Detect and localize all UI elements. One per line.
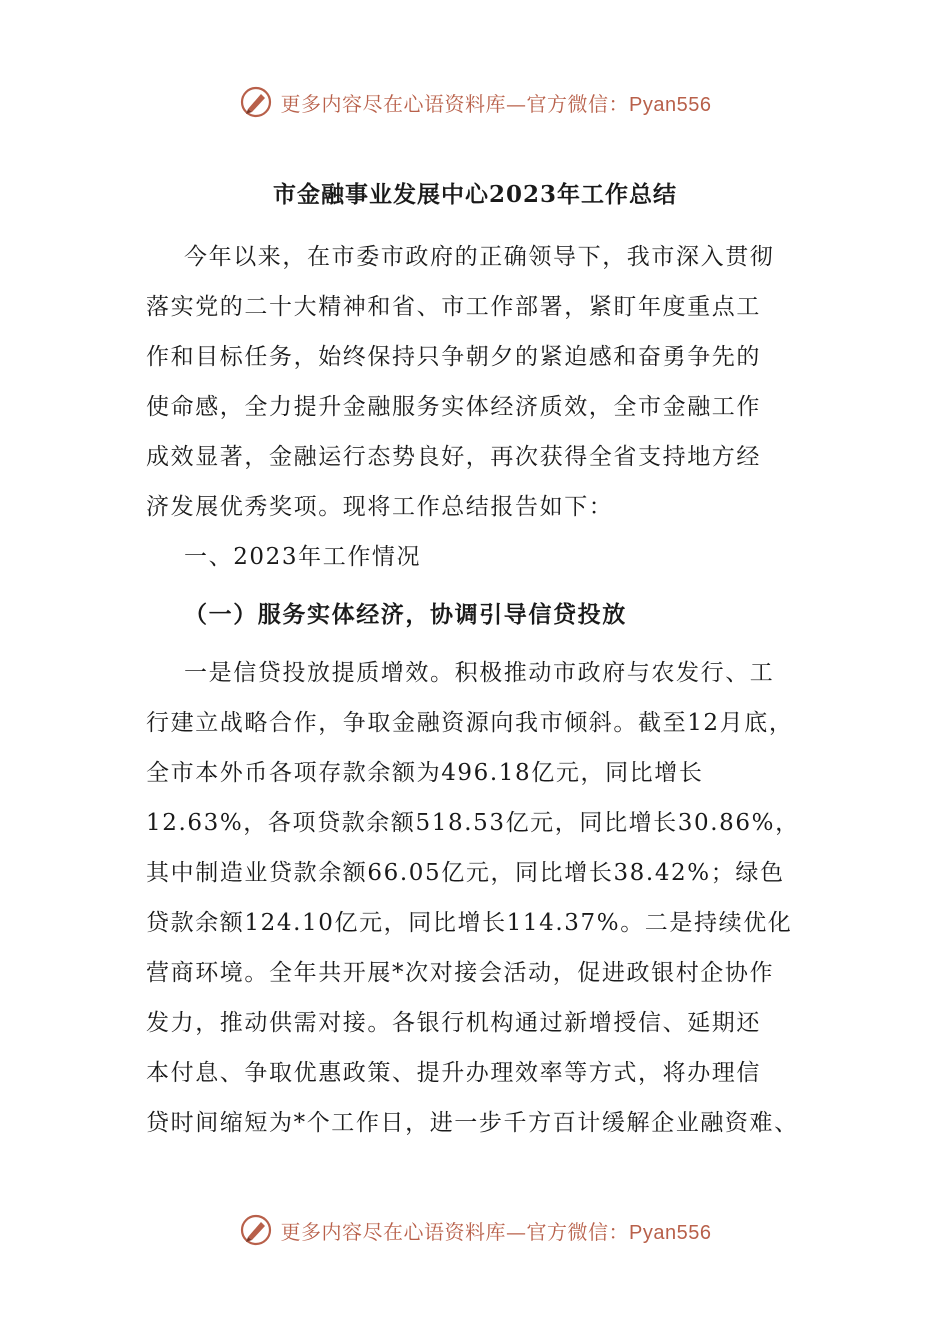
body-line: 使命感，全力提升金融服务实体经济质效，全市金融工作 [146, 394, 761, 420]
pen-logo-icon [239, 1213, 273, 1247]
body-line: 今年以来，在市委市政府的正确领导下，我市深入贯彻 [184, 244, 775, 270]
document-title: 市金融事业发展中心2023年工作总结 [272, 181, 677, 208]
banner-text: 更多内容尽在心语资料库—官方微信：Pyan556 [280, 91, 712, 116]
footer-banner [0, 1208, 950, 1252]
body-line: 成效显著，金融运行态势良好，再次获得全省支持地方经 [146, 444, 761, 470]
body-line: 作和目标任务，始终保持只争朝夕的紧迫感和奋勇争先的 [146, 344, 761, 370]
body-line: 贷时间缩短为*个工作日，进一步千方百计缓解企业融资难、 [146, 1110, 799, 1136]
pen-logo-icon [239, 85, 273, 119]
banner-wechat-id: Pyan556 [629, 93, 712, 116]
body-line: 贷款余额124.10亿元，同比增长114.37%。二是持续优化 [146, 910, 793, 936]
body-line: 12.63%，各项贷款余额518.53亿元，同比增长30.86%， [146, 810, 800, 836]
header-banner [0, 80, 950, 124]
body-line: 发力，推动供需对接。各银行机构通过新增授信、延期还 [146, 1010, 761, 1036]
body-line: 济发展优秀奖项。现将工作总结报告如下： [146, 494, 614, 520]
banner-wechat-id: Pyan556 [629, 1221, 712, 1244]
subsection-heading: （一）服务实体经济，协调引导信贷投放 [184, 601, 627, 628]
body-line: 本付息、争取优惠政策、提升办理效率等方式，将办理信 [146, 1060, 761, 1086]
body-line: 其中制造业贷款余额66.05亿元，同比增长38.42%；绿色 [146, 860, 785, 886]
body-line: 落实党的二十大精神和省、市工作部署，紧盯年度重点工 [146, 294, 761, 320]
body-line: 营商环境。全年共开展*次对接会活动，促进政银村企协作 [146, 960, 775, 986]
body-line: 一是信贷投放提质增效。积极推动市政府与农发行、工 [184, 660, 775, 686]
banner-text: 更多内容尽在心语资料库—官方微信：Pyan556 [280, 1219, 712, 1244]
section-heading: 一、2023年工作情况 [184, 544, 422, 570]
body-line: 行建立战略合作，争取金融资源向我市倾斜。截至12月底， [146, 710, 794, 736]
body-line: 全市本外币各项存款余额为496.18亿元，同比增长 [146, 760, 704, 786]
